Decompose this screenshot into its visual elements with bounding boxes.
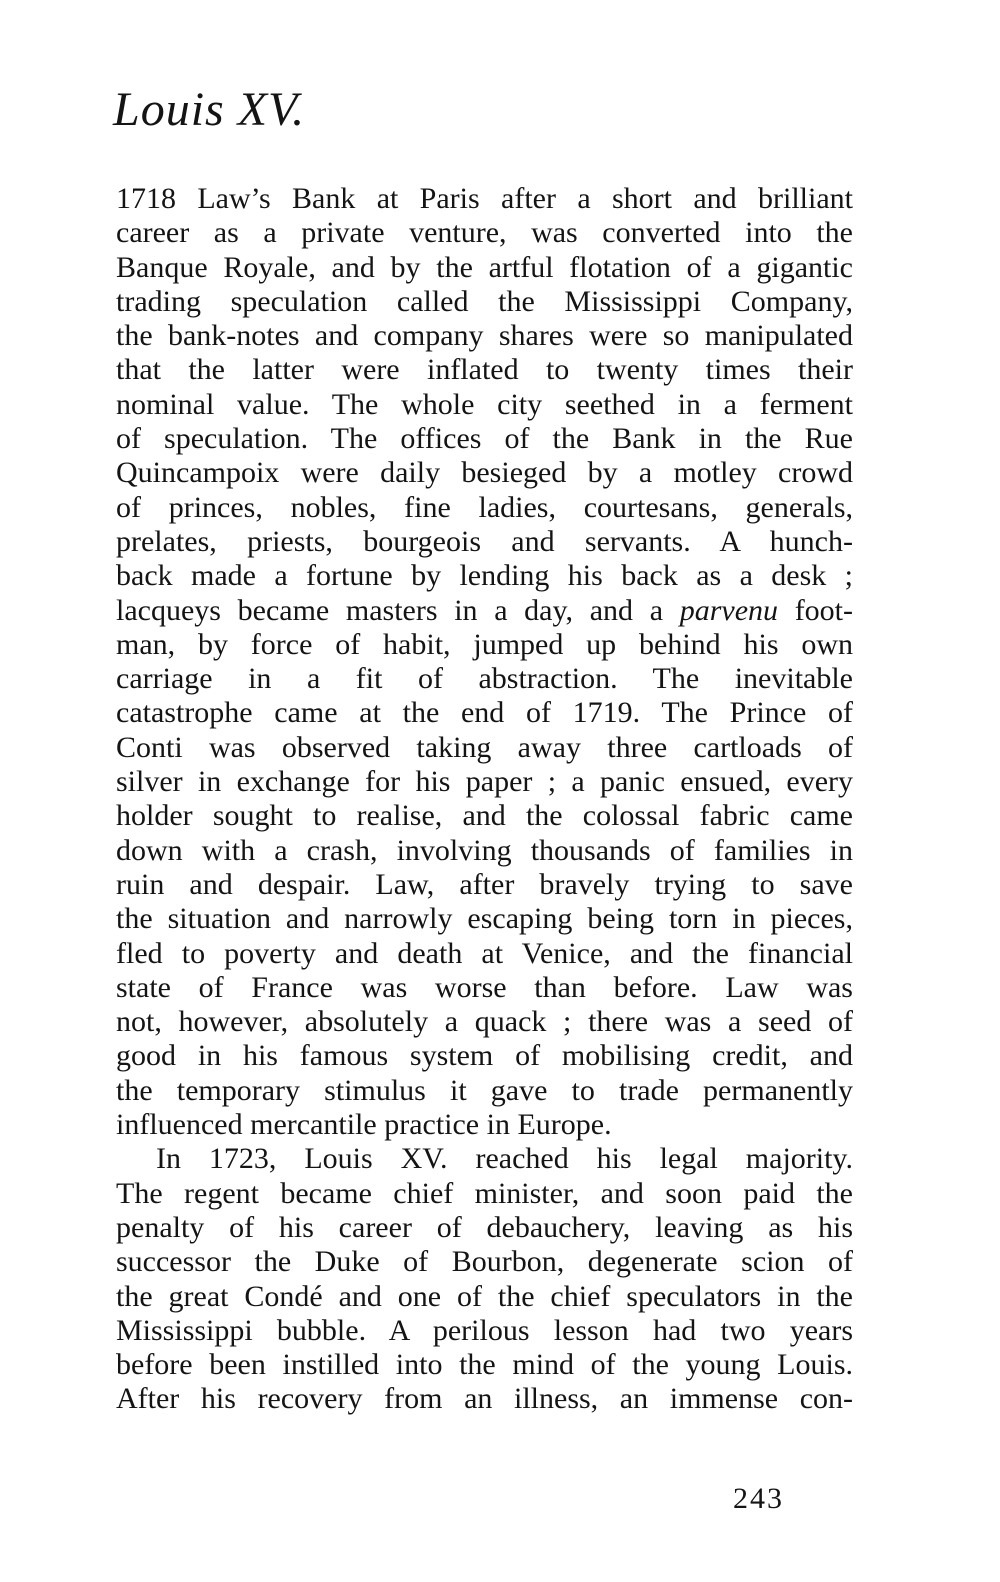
text-line: In 1723, Louis XV. reached his legal majority. [156,1142,853,1176]
text-line: holder sought to realise, and the colossal fabric came [116,799,853,833]
text-line: silver in exchange for his paper ; a panic ensued, every [116,765,853,799]
text-line: of speculation. The offices of the Bank in the Rue [116,422,853,456]
text-line: carriage in a fit of abstraction. The inevitable [116,662,853,696]
italic-word-parvenu: parvenu [679,593,779,627]
text-line [116,594,853,628]
text-line: back made a fortune by lending his back as a desk ; [116,559,853,593]
text-line: Mississippi bubble. A perilous lesson had two years [116,1313,853,1347]
running-head: Louis XV. [113,83,306,136]
text-line: man, by force of habit, jumped up behind his own [116,627,853,661]
text-fragment: foot- [794,593,854,627]
text-line: trading speculation called the Mississippi Company, [116,284,853,318]
text-line: After his recovery from an illness, an immense con- [116,1382,853,1416]
text-fragment: lacqueys became masters in a day, and a [116,593,664,627]
text-line: down with a crash, involving thousands of families in [116,833,853,867]
text-line: good in his famous system of mobilising credit, and [116,1039,853,1073]
text-line: The regent became chief minister, and soon paid the [116,1176,853,1210]
page-number: 243 [733,1482,784,1515]
text-line: penalty of his career of debauchery, leaving as his [116,1210,853,1244]
text-line: successor the Duke of Bourbon, degenerate scion of [116,1245,853,1279]
text-line: Quincampoix were daily besieged by a motley crowd [116,456,853,490]
body-text [116,182,853,1417]
text-line: 1718 Law’s Bank at Paris after a short and brilliant [116,182,853,215]
text-line: the situation and narrowly escaping being torn in pieces, [116,902,853,936]
paragraph-2 [116,1142,853,1416]
text-line: prelates, priests, bourgeois and servants. A hunch- [116,524,853,558]
text-line: the bank-notes and company shares were so manipulated [116,319,853,353]
text-line: the great Condé and one of the chief speculators in the [116,1279,853,1313]
text-line: fled to poverty and death at Venice, and the financial [116,936,853,970]
text-line: Banque Royale, and by the artful flotation of a gigantic [116,250,853,284]
text-line: career as a private venture, was converted into the [116,216,853,250]
text-line: of princes, nobles, fine ladies, courtesans, generals, [116,490,853,524]
text-line: the temporary stimulus it gave to trade permanently [116,1073,853,1107]
text-line: ruin and despair. Law, after bravely trying to save [116,867,853,901]
text-line: influenced mercantile practice in Europe. [116,1108,612,1142]
text-line: that the latter were inflated to twenty times their [116,353,853,387]
text-line: not, however, absolutely a quack ; there was a seed of [116,1005,853,1039]
text-line: catastrophe came at the end of 1719. The Prince of [116,696,853,730]
paragraph-1 [116,182,853,1142]
text-line: state of France was worse than before. Law was [116,970,853,1004]
text-line: nominal value. The whole city seethed in a ferment [116,387,853,421]
text-line: Conti was observed taking away three cartloads of [116,730,853,764]
text-line: before been instilled into the mind of the young Louis. [116,1348,853,1382]
